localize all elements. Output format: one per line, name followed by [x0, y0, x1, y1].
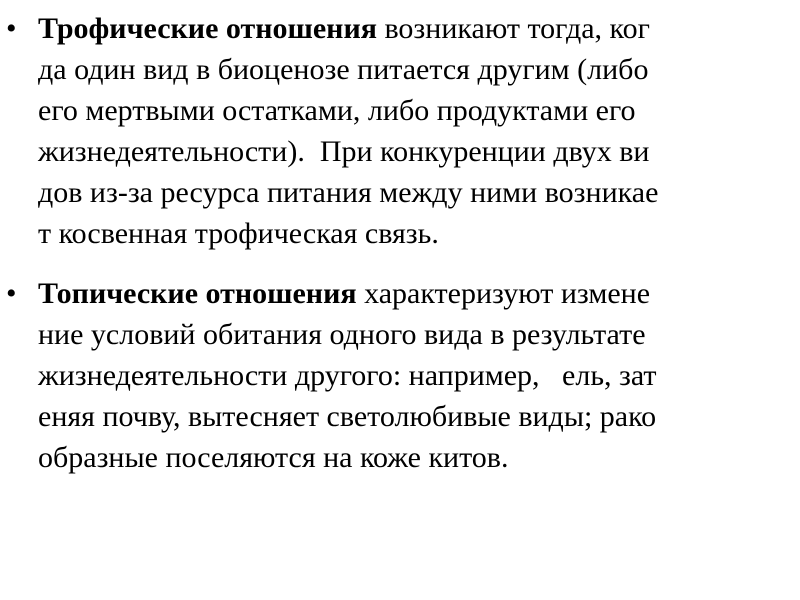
line-text: возникают тогда, ког: [376, 12, 650, 45]
bullet-line: дов из-за ресурса питания между ними возникае: [38, 176, 659, 209]
line-text: характеризуют измене: [356, 277, 651, 310]
bullet-line: да один вид в биоценозе питается другим (либо: [38, 53, 649, 86]
bullet-line: еняя почву, вытесняет светолюбивые виды; рако: [38, 400, 657, 433]
bullet-line: образные поселяются на коже китов.: [38, 441, 509, 474]
bullet-line: [38, 8, 650, 49]
bullet-line: его мертвыми остатками, либо продуктами его: [38, 94, 636, 127]
bullet-line: ние условий обитания одного вида в результате: [38, 318, 646, 351]
bold-term: Трофические отношения: [38, 12, 377, 45]
bullet-line: [38, 273, 650, 314]
bullet-line: т косвенная трофическая связь.: [38, 217, 439, 250]
bold-term: Топические отношения: [38, 277, 357, 310]
bullet-dot-icon: •: [6, 277, 17, 310]
bullet-dot-icon: •: [6, 12, 17, 45]
bullet-line: жизнедеятельности другого: например, ель, зат: [38, 359, 657, 392]
bullet-line: жизнедеятельности). При конкуренции двух ви: [38, 135, 650, 168]
